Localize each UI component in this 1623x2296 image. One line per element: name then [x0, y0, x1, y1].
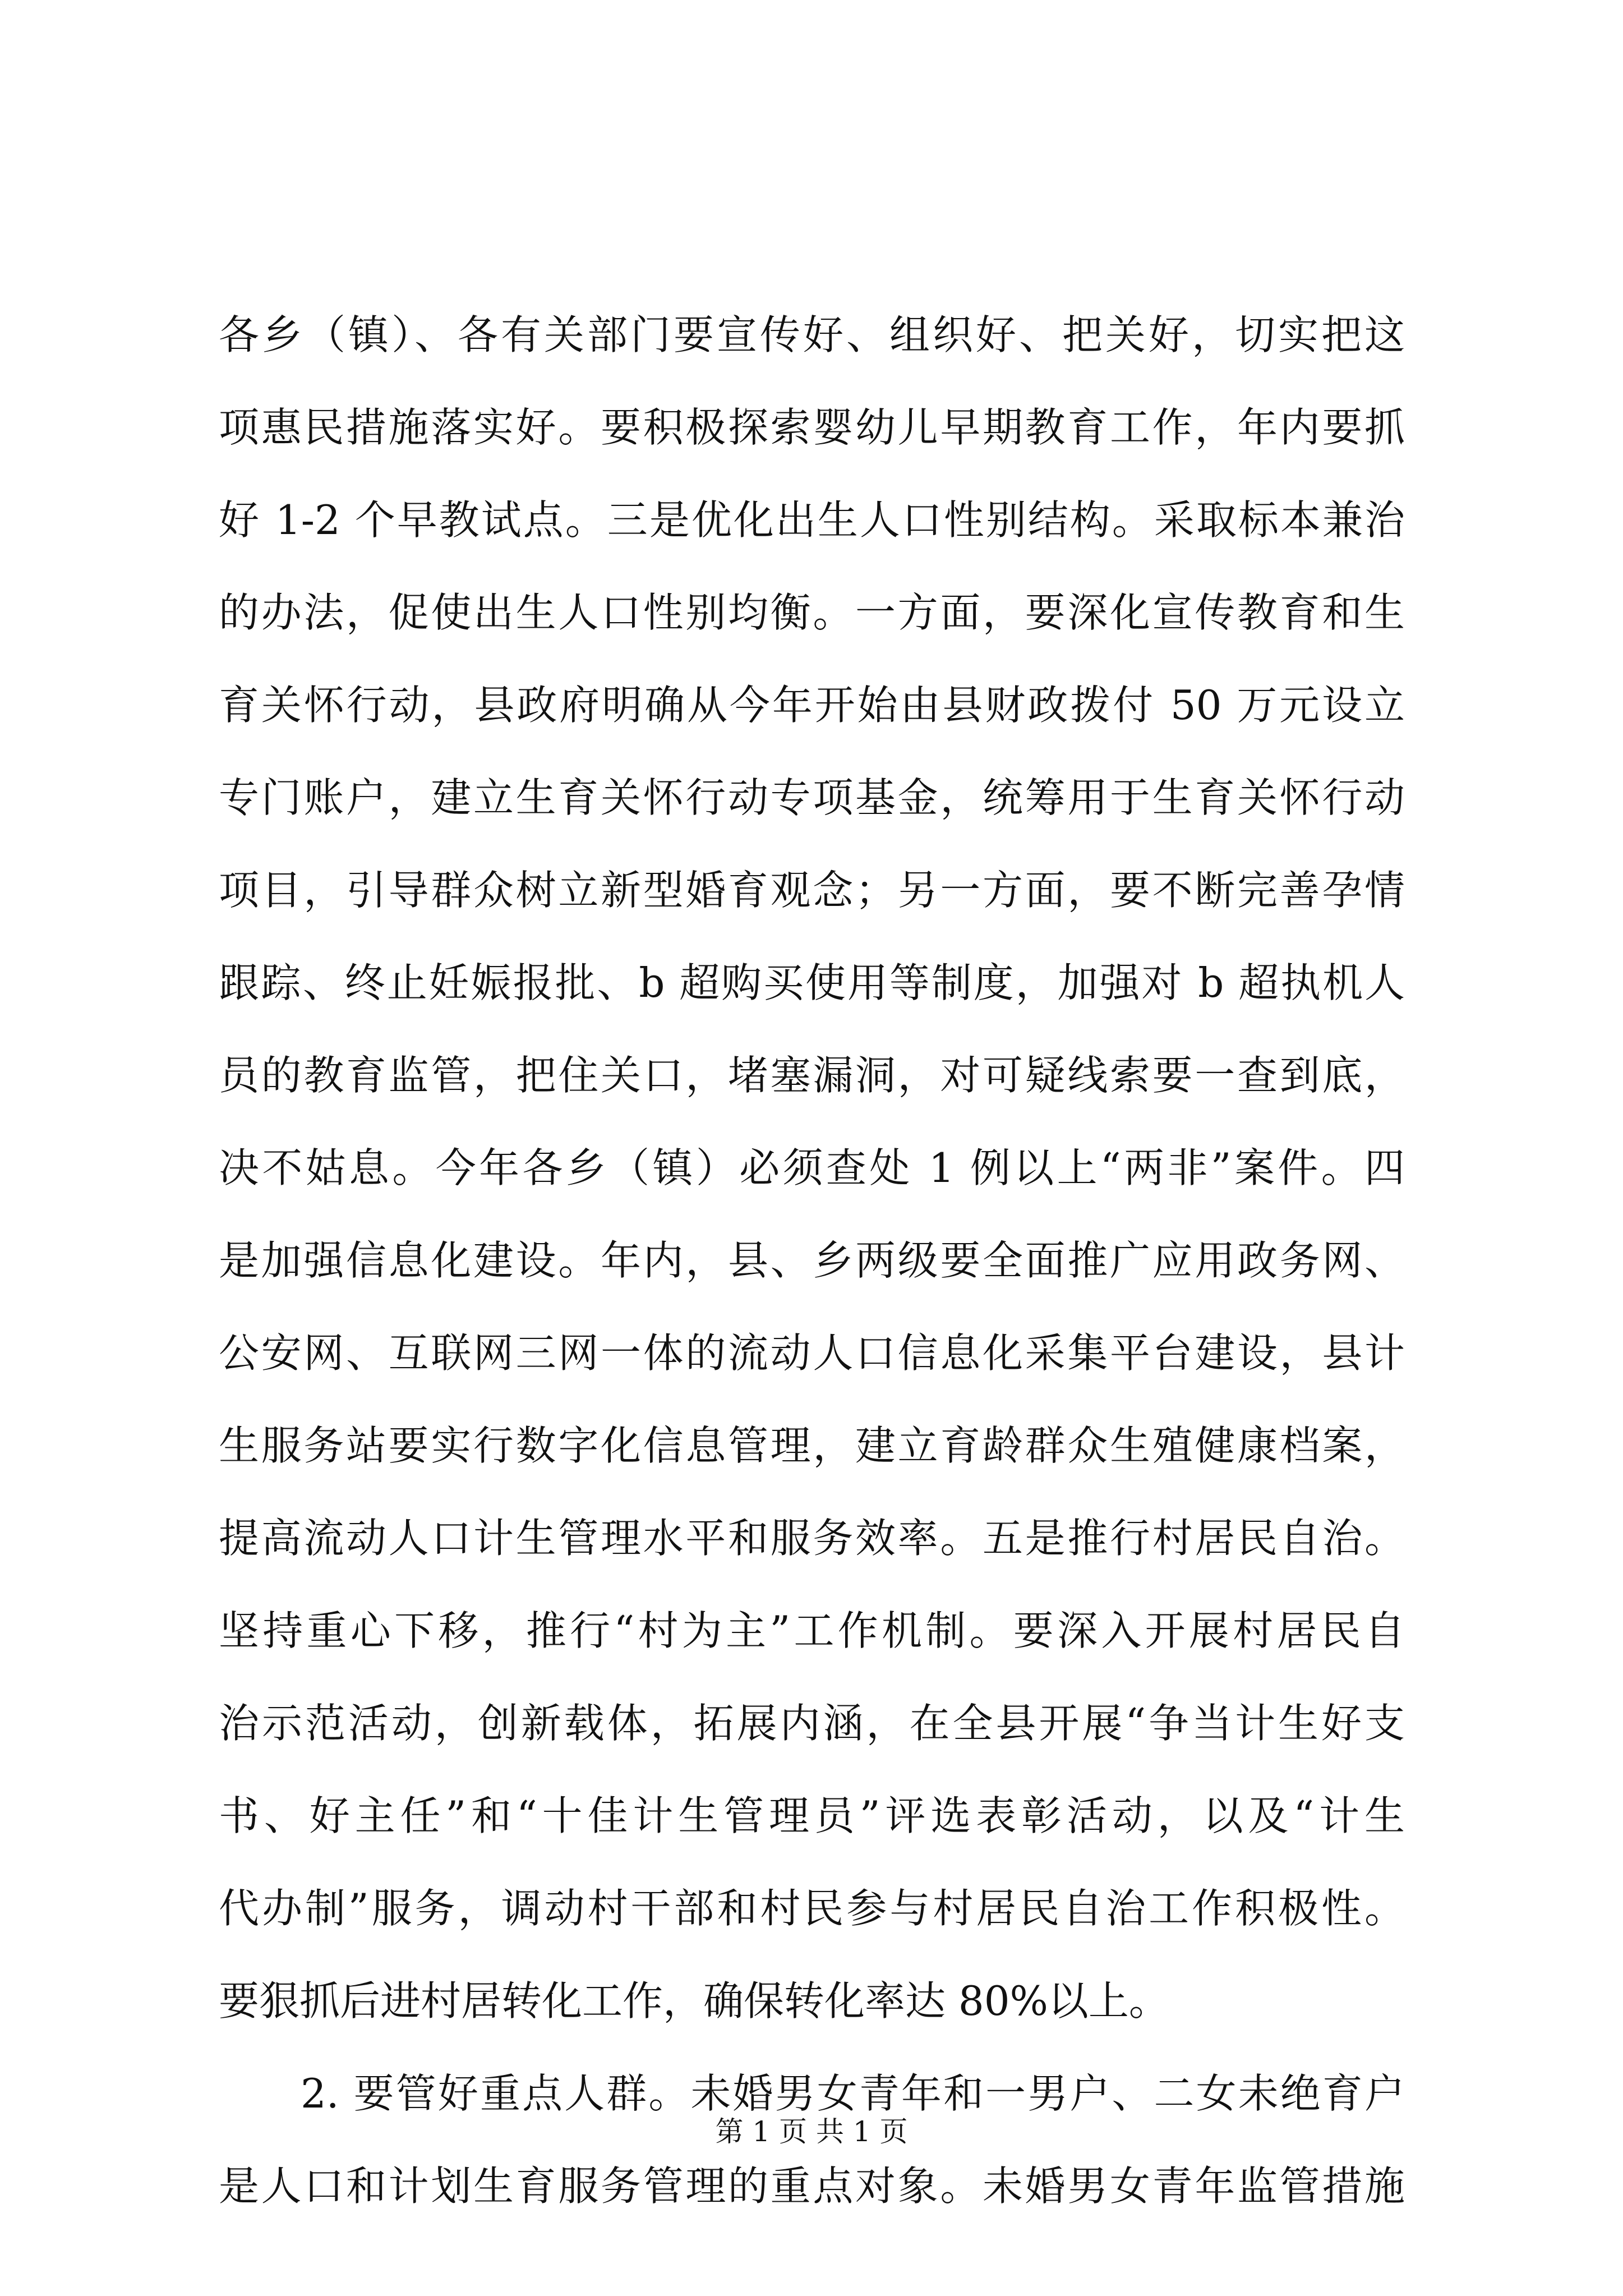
text-line: 提高流动人口计生管理水平和服务效率。五是推行村居民自治。: [219, 1515, 1405, 1562]
text-line: 代办制”服务，调动村干部和村民参与村居民自治工作积极性。: [219, 1885, 1405, 1932]
text-line: 的办法，促使出生人口性别均衡。一方面，要深化宣传教育和生: [219, 589, 1405, 636]
text-line: 治示范活动，创新载体，拓展内涵，在全县开展“争当计生好支: [219, 1700, 1405, 1747]
page-footer: 第 1 页 共 1 页: [715, 2115, 908, 2148]
text-line: 坚持重心下移，推行“村为主”工作机制。要深入开展村居民自: [219, 1607, 1405, 1654]
text-line: 决不姑息。今年各乡（镇）必须查处 1 例以上“两非”案件。四: [219, 1144, 1405, 1191]
text-line: 书、好主任”和“十佳计生管理员”评选表彰活动，以及“计生: [219, 1792, 1405, 1839]
text-line: 跟踪、终止妊娠报批、b 超购买使用等制度，加强对 b 超执机人: [219, 959, 1405, 1006]
text-line: 是人口和计划生育服务管理的重点对象。未婚男女青年监管措施: [219, 2162, 1405, 2210]
text-line: 项目，引导群众树立新型婚育观念；另一方面，要不断完善孕情: [219, 867, 1405, 914]
text-line: 育关怀行动，县政府明确从今年开始由县财政拨付 50 万元设立: [219, 682, 1405, 729]
text-line: 生服务站要实行数字化信息管理，建立育龄群众生殖健康档案，: [219, 1422, 1405, 1469]
paragraph-first-line: 2. 要管好重点人群。未婚男女青年和一男户、二女未绝育户: [301, 2070, 1405, 2117]
text-line: 专门账户，建立生育关怀行动专项基金，统筹用于生育关怀行动: [219, 774, 1405, 821]
text-line: 好 1-2 个早教试点。三是优化出生人口性别结构。采取标本兼治: [219, 496, 1405, 544]
text-line: 项惠民措施落实好。要积极探索婴幼儿早期教育工作，年内要抓: [219, 404, 1405, 451]
text-line: 公安网、互联网三网一体的流动人口信息化采集平台建设，县计: [219, 1329, 1405, 1377]
text-line: 员的教育监管，把住关口，堵塞漏洞，对可疑线索要一查到底，: [219, 1052, 1405, 1099]
text-line: 是加强信息化建设。年内，县、乡两级要全面推广应用政务网、: [219, 1237, 1405, 1284]
text-line: 各乡（镇）、各有关部门要宣传好、组织好、把关好，切实把这: [219, 311, 1405, 358]
body-text: [219, 289, 1405, 2233]
paragraph-last-line: 要狠抓后进村居转化工作，确保转化率达 80%以上。: [219, 1977, 1169, 2024]
